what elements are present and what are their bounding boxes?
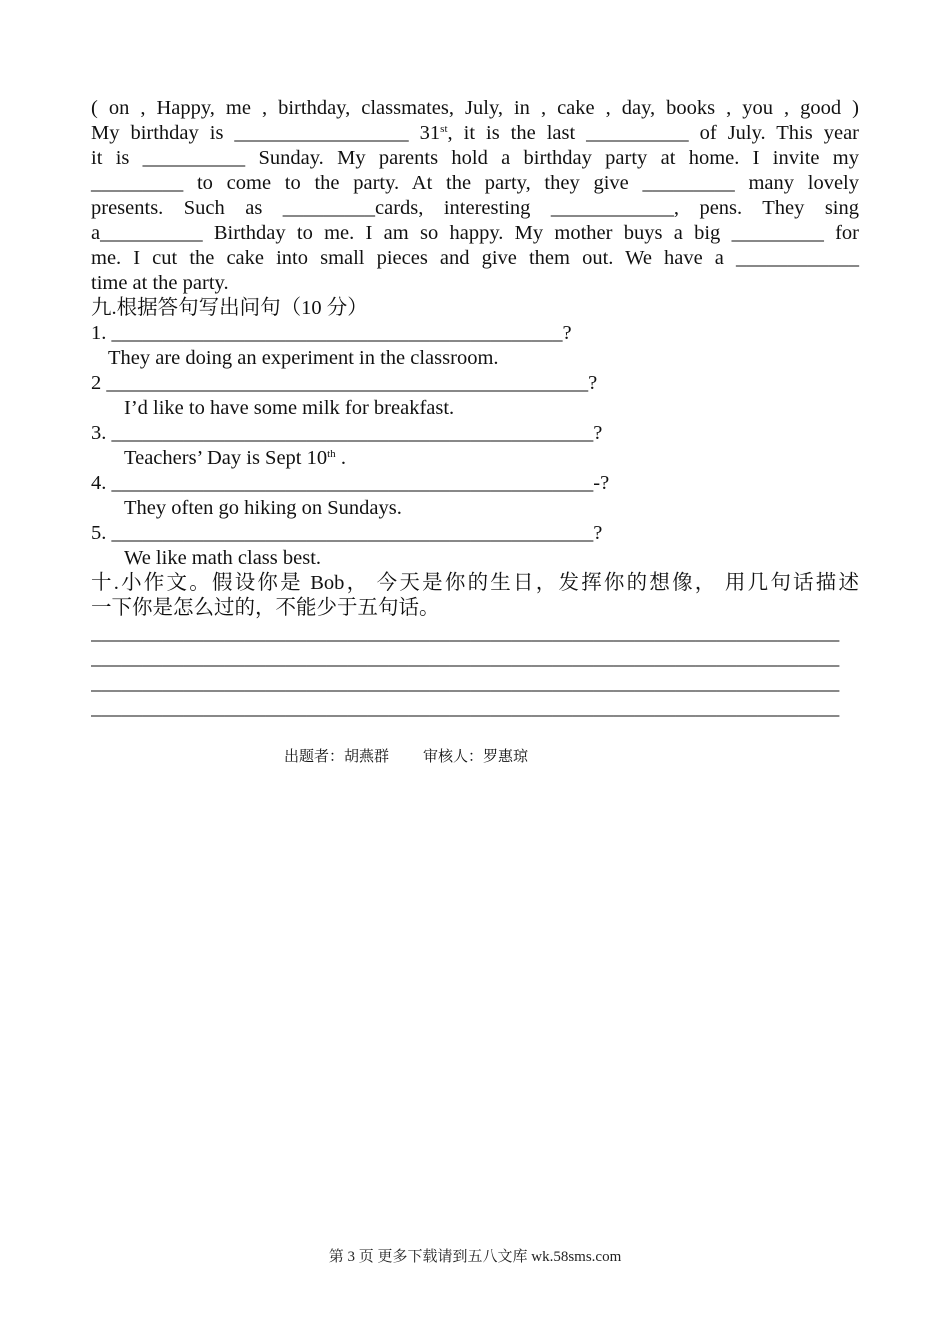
writing-line[interactable]: _________________________________________________________________________: [91, 672, 840, 694]
passage-line-5: a__________ Birthday to me. I am so happy. My mother buys a big _________ for: [91, 222, 859, 244]
author-credit: 出题者：胡燕群: [284, 747, 390, 765]
question-1-blank[interactable]: 1. ____________________________________________?: [91, 322, 572, 344]
passage-line-4: presents. Such as _________cards, interesting ____________, pens. They sing: [91, 197, 859, 219]
composition-writing-area[interactable]: [91, 621, 859, 721]
section-10-prompt-line-1: 十.小作文。假设你是 Bob， 今天是你的生日，发挥你的想像， 用几句话描述: [91, 572, 859, 594]
passage-line-7: time at the party.: [91, 272, 229, 294]
reviewer-credit: 审核人：罗惠琼: [423, 747, 529, 765]
page-footer: 第 3 页 更多下载请到五八文库 wk.58sms.com: [328, 1249, 622, 1265]
question-4-blank[interactable]: 4. _______________________________________________-?: [91, 472, 610, 494]
answer-1: They are doing an experiment in the classroom.: [108, 347, 499, 369]
section-10-prompt-line-2: 一下你是怎么过的，不能少于五句话。: [91, 597, 440, 619]
answer-5: We like math class best.: [124, 547, 322, 569]
cloze-passage: [91, 121, 859, 296]
question-5-blank[interactable]: 5. _______________________________________________?: [91, 522, 603, 544]
passage-line-6: me. I cut the cake into small pieces and give them out. We have a ____________: [91, 247, 859, 269]
question-2-blank[interactable]: 2 _______________________________________________?: [91, 372, 598, 394]
answer-2: I’d like to have some milk for breakfast.: [124, 397, 455, 419]
word-bank: ( on , Happy, me , birthday, classmates, July, in , cake , day, books , you , good ): [91, 97, 859, 119]
answer-4: They often go hiking on Sundays.: [124, 497, 402, 519]
question-list: [91, 321, 859, 571]
answer-3: Teachers’ Day is Sept 10th .: [124, 447, 346, 469]
passage-line-2: it is __________ Sunday. My parents hold a birthday party at home. I invite my: [91, 147, 859, 169]
writing-line[interactable]: _________________________________________________________________________: [91, 622, 840, 644]
writing-line[interactable]: _________________________________________________________________________: [91, 697, 840, 719]
passage-line-1: My birthday is _________________ 31st, it is the last __________ of July. This year: [91, 122, 859, 144]
exam-credits: [284, 745, 528, 766]
question-3-blank[interactable]: 3. _______________________________________________?: [91, 422, 603, 444]
section-9-title: 九.根据答句写出问句（10 分）: [91, 297, 368, 319]
exam-page-body: [91, 96, 859, 721]
writing-line[interactable]: _________________________________________________________________________: [91, 647, 840, 669]
passage-line-3: _________ to come to the party. At the party, they give _________ many lovely: [91, 172, 859, 194]
